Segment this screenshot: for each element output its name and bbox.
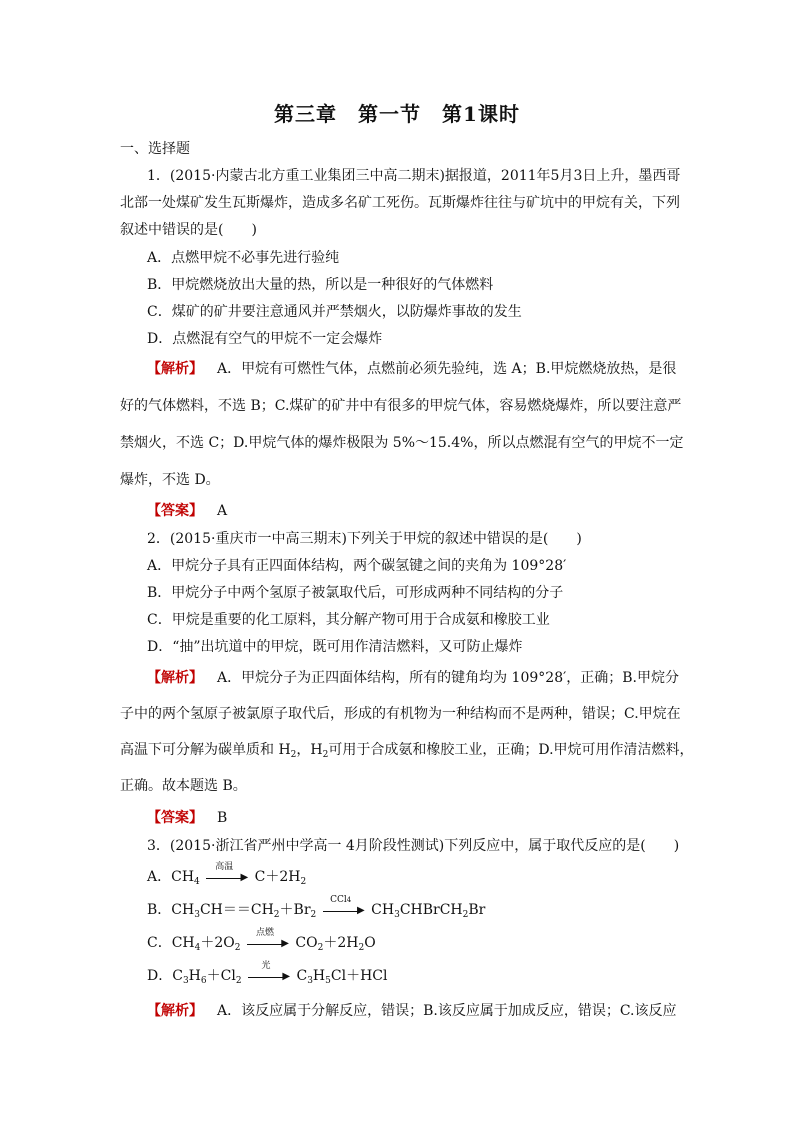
q3-option-a: A．$CH_4$ 高温 ▶ $C+2H_2$ bbox=[147, 862, 307, 887]
q2-option-b: B．甲烷分子中两个氢原子被氯取代后，可形成两种不同结构的分子 bbox=[147, 585, 564, 601]
analysis-label: 【解析】 bbox=[147, 361, 203, 377]
q1-option-c: C．煤矿的矿井要注意通风并严禁烟火，以防爆炸事故的发生 bbox=[147, 304, 522, 320]
q1-option-d: D．点燃混有空气的甲烷不一定会爆炸 bbox=[147, 331, 383, 347]
answer-label: 【答案】 bbox=[147, 810, 203, 826]
q2-analysis-line3: 高温下可分解为碳单质和 $H_2$，$H_2$可用于合成氨和橡胶工业，正确；D.甲烷可用作清洁燃料， bbox=[120, 742, 694, 760]
q1-analysis-line3: 禁烟火，不选 C；D.甲烷气体的爆炸极限为 5%～15.4%，所以点燃混有空气的甲烷不一定 bbox=[120, 435, 684, 451]
q3-option-d: D．$C_3H_6+Cl_2$ 光 ▶ $C_3H_5Cl+HCl$ bbox=[147, 961, 388, 986]
reaction-arrow: 光 ▶ bbox=[248, 969, 290, 983]
analysis-label: 【解析】 bbox=[147, 1003, 203, 1019]
q2-analysis-line1: 【解析】 A．甲烷分子为正四面体结构，所有的键角均为 109°28′，正确；B.甲烷分 bbox=[147, 670, 680, 686]
reaction-arrow: 高温 ▶ bbox=[206, 870, 248, 884]
q2-analysis-line4: 正确。故本题选 B。 bbox=[120, 778, 247, 794]
q2-analysis-line2: 子中的两个氢原子被氯原子取代后，形成的有机物为一种结构而不是两种，错误；C.甲烷在 bbox=[120, 706, 681, 722]
q3-stem: 3．(2015·浙江省严州中学高一 4月阶段性测试)下列反应中，属于取代反应的是( ) bbox=[147, 838, 680, 854]
q1-option-a: A．点燃甲烷不必事先进行验纯 bbox=[147, 250, 340, 266]
q1-analysis-line1: 【解析】 A．甲烷有可燃性气体，点燃前必须先验纯，选 A；B.甲烷燃烧放热，是很 bbox=[147, 361, 677, 377]
reaction-arrow: 点燃 ▶ bbox=[247, 936, 289, 950]
q1-answer: 【答案】 A bbox=[147, 503, 228, 519]
q1-analysis-line4: 爆炸，不选 D。 bbox=[120, 472, 220, 488]
q2-option-d: D．“抽”出坑道中的甲烷，既可用作清洁燃料，又可防止爆炸 bbox=[147, 639, 523, 655]
q3-option-c: C．$CH_4+2O_2$ 点燃 ▶ $CO_2+2H_2O$ bbox=[147, 928, 376, 953]
q2-option-a: A．甲烷分子具有正四面体结构，两个碳氢键之间的夹角为 109°28′ bbox=[147, 558, 567, 574]
q2-option-c: C．甲烷是重要的化工原料，其分解产物可用于合成氨和橡胶工业 bbox=[147, 612, 550, 628]
q1-stem-line1: 1．(2015·内蒙古北方重工业集团三中高二期末)据报道，2011年5月3日上升，墨西哥 bbox=[147, 168, 681, 184]
analysis-label: 【解析】 bbox=[147, 670, 203, 686]
q2-answer: 【答案】 B bbox=[147, 810, 228, 826]
page-title: 第三章 第一节 第1课时 bbox=[274, 102, 520, 126]
q1-stem-line2: 北部一处煤矿发生瓦斯爆炸，造成多名矿工死伤。瓦斯爆炸往往与矿坑中的甲烷有关，下列 bbox=[120, 195, 680, 211]
reaction-arrow: CCl4 ▶ bbox=[323, 903, 365, 917]
q1-stem-line3: 叙述中错误的是( ) bbox=[120, 222, 257, 238]
section-heading: 一、选择题 bbox=[120, 141, 190, 157]
q2-stem: 2．(2015·重庆市一中高三期末)下列关于甲烷的叙述中错误的是( ) bbox=[147, 531, 582, 547]
q3-option-b: B．$CH_3CH==CH_2+Br_2$ CCl4 ▶ $CH_3CHBrCH_2Br$ bbox=[147, 895, 486, 920]
answer-label: 【答案】 bbox=[147, 503, 203, 519]
q3-analysis-line1: 【解析】 A．该反应属于分解反应，错误；B.该反应属于加成反应，错误；C.该反应 bbox=[147, 1003, 677, 1019]
q1-analysis-line2: 好的气体燃料，不选 B；C.煤矿的矿井中有很多的甲烷气体，容易燃烧爆炸，所以要注意严 bbox=[120, 398, 682, 414]
q1-option-b: B．甲烷燃烧放出大量的热，所以是一种很好的气体燃料 bbox=[147, 277, 494, 293]
